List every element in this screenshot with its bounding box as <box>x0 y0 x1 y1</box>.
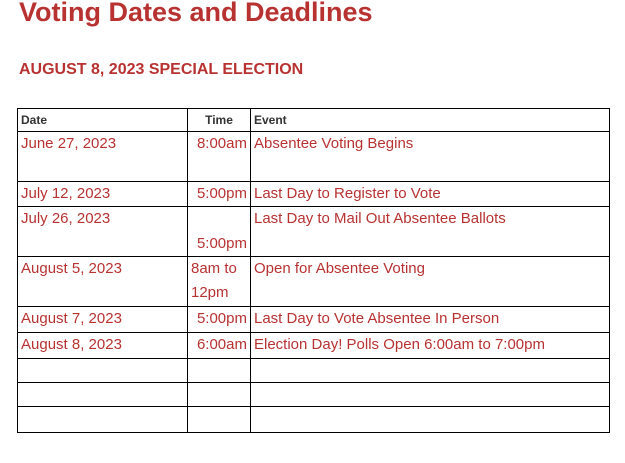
table-header-row <box>18 109 610 132</box>
time-cell <box>188 207 251 257</box>
table-row <box>18 333 610 359</box>
date-cell: June 27, 2023 <box>18 132 188 182</box>
empty-cell <box>251 383 610 407</box>
time-value: 5:00pm <box>196 235 247 252</box>
time-column-header: Time <box>188 109 251 132</box>
date-cell: July 12, 2023 <box>18 182 188 207</box>
empty-cell <box>188 359 251 383</box>
empty-cell <box>188 407 251 433</box>
empty-table-row <box>18 359 610 383</box>
voting-dates-table <box>17 108 610 433</box>
page-title: Voting Dates and Deadlines <box>19 0 373 27</box>
event-cell: Last Day to Vote Absentee In Person <box>251 307 610 333</box>
empty-cell <box>18 383 188 407</box>
time-cell: 5:00pm <box>188 182 251 207</box>
event-cell: Last Day to Mail Out Absentee Ballots <box>251 207 610 257</box>
date-column-header: Date <box>18 109 188 132</box>
section-title: AUGUST 8, 2023 SPECIAL ELECTION <box>19 61 304 78</box>
date-cell: August 5, 2023 <box>18 257 188 307</box>
date-cell: July 26, 2023 <box>18 207 188 257</box>
empty-cell <box>18 407 188 433</box>
time-cell: 5:00pm <box>188 307 251 333</box>
empty-cell <box>251 407 610 433</box>
event-cell: Open for Absentee Voting <box>251 257 610 307</box>
event-cell: Absentee Voting Begins <box>251 132 610 182</box>
event-column-header: Event <box>251 109 610 132</box>
table-row <box>18 307 610 333</box>
empty-cell <box>18 359 188 383</box>
empty-table-row <box>18 383 610 407</box>
event-cell: Last Day to Register to Vote <box>251 182 610 207</box>
table-row <box>18 132 610 182</box>
date-cell: August 7, 2023 <box>18 307 188 333</box>
event-cell: Election Day! Polls Open 6:00am to 7:00pm <box>251 333 610 359</box>
table-row <box>18 182 610 207</box>
table-row <box>18 257 610 307</box>
empty-cell <box>251 359 610 383</box>
time-cell: 6:00am <box>188 333 251 359</box>
time-cell: 8am to 12pm <box>188 257 251 307</box>
table-row <box>18 207 610 257</box>
empty-cell <box>188 383 251 407</box>
time-cell: 8:00am <box>188 132 251 182</box>
date-cell: August 8, 2023 <box>18 333 188 359</box>
empty-table-row <box>18 407 610 433</box>
